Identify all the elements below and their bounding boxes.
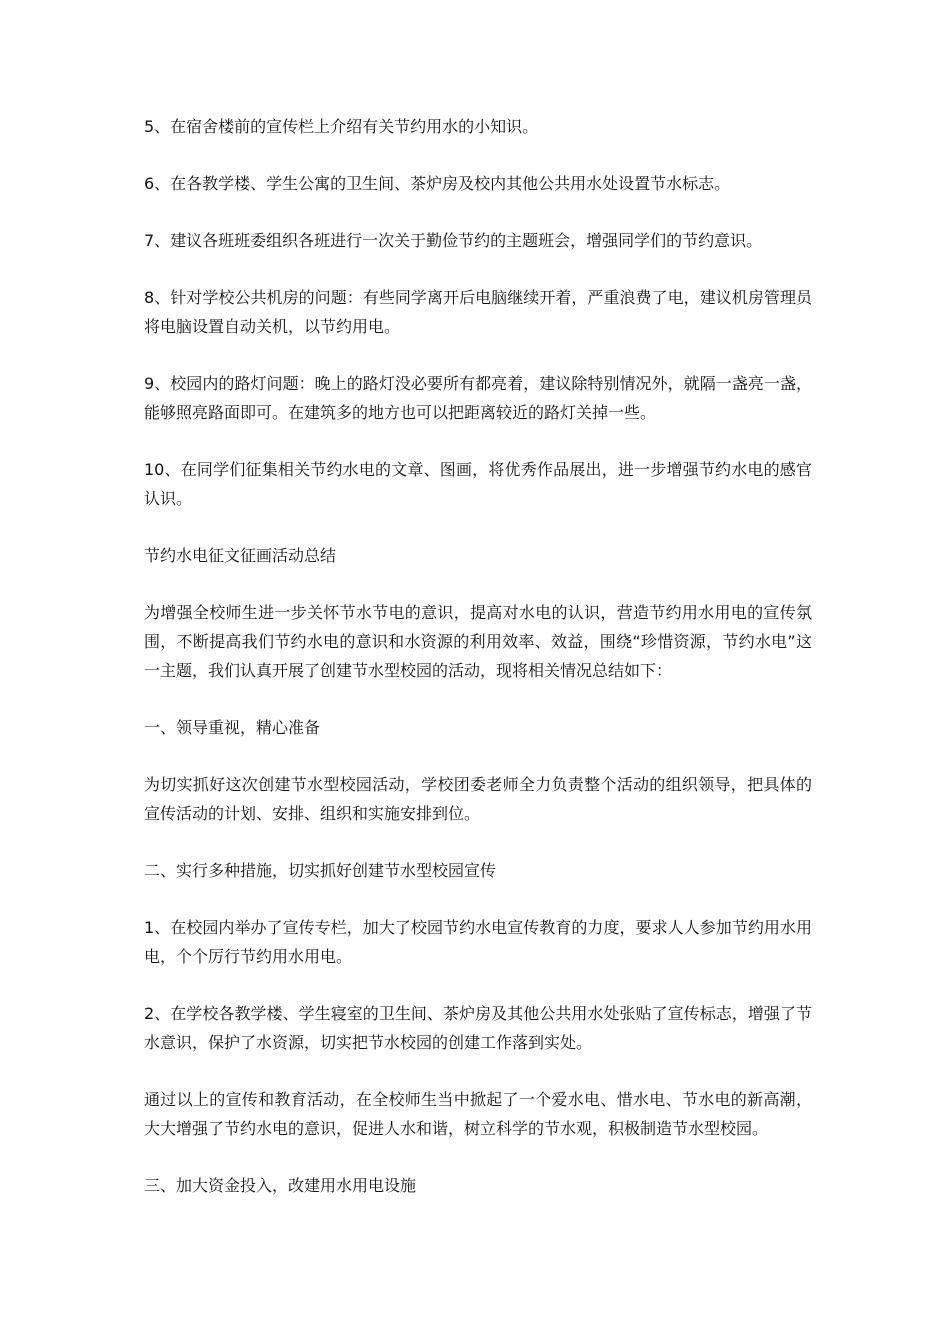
heading-part-2: 二、实行多种措施，切实抓好创建节水型校园宣传: [144, 861, 497, 880]
part-2-item-2: 2、在学校各教学楼、学生寝室的卫生间、茶炉房及其他公共用水处张贴了宣传标志，增强了节水意识，保护了水资源，切实把节水校园的创建工作落到实处。: [144, 1004, 812, 1052]
intro-paragraph: 为增强全校师生进一步关怀节水节电的意识，提高对水电的认识，营造节约用水用电的宣传氛围，不断提高我们节约水电的意识和水资源的利用效率、效益，围绕“珍惜资源，节约水电”这一主题，我们认真开展了创建节水型校园的活动，现将相关情况总结如下：: [144, 603, 812, 680]
paragraph-item-5: 5、在宿舍楼前的宣传栏上介绍有关节约用水的小知识。: [144, 117, 539, 136]
paragraph-item-9: 9、校园内的路灯问题：晚上的路灯没必要所有都亮着，建议除特别情况外，就隔一盏亮一盏，能够照亮路面即可。在建筑多的地方也可以把距离较近的路灯关掉一些。: [144, 374, 812, 422]
heading-part-1: 一、领导重视，精心准备: [144, 718, 321, 737]
paragraph-item-8: 8、针对学校公共机房的问题：有些同学离开后电脑继续开着，严重浪费了电，建议机房管理员将电脑设置自动关机，以节约用电。: [144, 288, 812, 336]
summary-paragraph: 通过以上的宣传和教育活动，在全校师生当中掀起了一个爱水电、惜水电、节水电的新高潮，大大增强了节约水电的意识，促进人水和谐，树立科学的节水观，积极制造节水型校园。: [144, 1090, 812, 1138]
heading-part-3: 三、加大资金投入，改建用水用电设施: [144, 1176, 417, 1195]
paragraph-item-7: 7、建议各班班委组织各班进行一次关于勤俭节约的主题班会，增强同学们的节约意识。: [144, 231, 763, 250]
paragraph-item-6: 6、在各教学楼、学生公寓的卫生间、茶炉房及校内其他公共用水处设置节水标志。: [144, 174, 731, 193]
section-title: 节约水电征文征画活动总结: [144, 546, 337, 565]
document-body: [144, 112, 812, 1228]
part-2-item-1: 1、在校园内举办了宣传专栏，加大了校园节约水电宣传教育的力度，要求人人参加节约用水用电，个个厉行节约用水用电。: [144, 918, 812, 966]
part-1-paragraph: 为切实抓好这次创建节水型校园活动，学校团委老师全力负责整个活动的组织领导，把具体的宣传活动的计划、安排、组织和实施安排到位。: [144, 775, 812, 823]
paragraph-item-10: 10、在同学们征集相关节约水电的文章、图画，将优秀作品展出，进一步增强节约水电的感官认识。: [144, 460, 812, 508]
